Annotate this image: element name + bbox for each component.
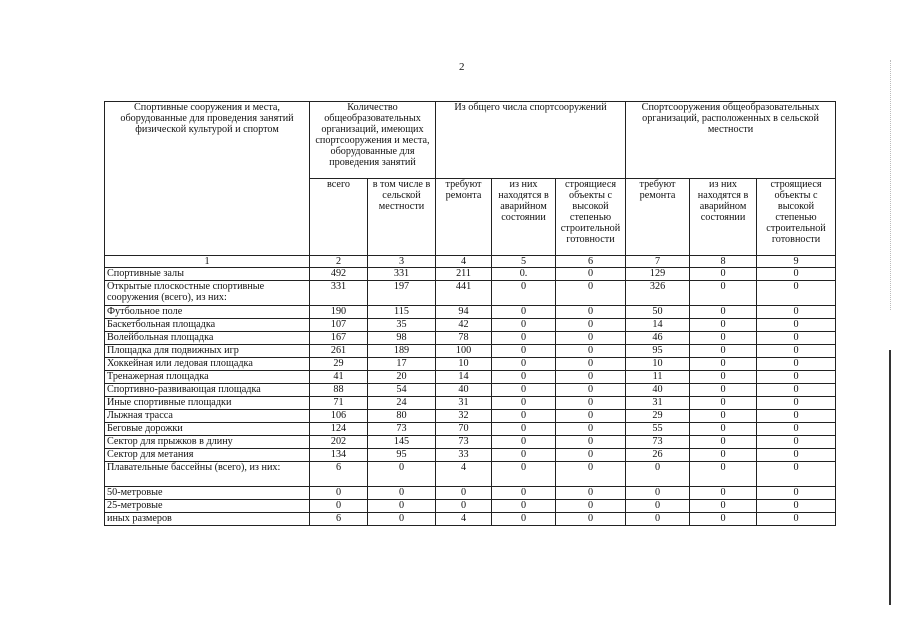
row-value: 0	[492, 332, 556, 345]
row-value: 6	[310, 462, 368, 487]
table-row	[105, 268, 836, 281]
row-value: 0	[757, 332, 836, 345]
row-value: 0	[492, 306, 556, 319]
row-value: 4	[436, 462, 492, 487]
row-value: 0	[492, 423, 556, 436]
row-value: 0	[757, 410, 836, 423]
row-value: 20	[368, 371, 436, 384]
row-label: Тренажерная площадка	[105, 371, 310, 384]
table-row	[105, 436, 836, 449]
row-value: 261	[310, 345, 368, 358]
row-value: 0	[690, 410, 757, 423]
table-row	[105, 306, 836, 319]
row-value: 0	[757, 345, 836, 358]
row-value: 14	[436, 371, 492, 384]
row-value: 10	[626, 358, 690, 371]
header-sub: строящиеся объекты с высокой степенью строительной готовности	[757, 179, 836, 256]
row-value: 0	[626, 500, 690, 513]
table-row	[105, 487, 836, 500]
row-value: 124	[310, 423, 368, 436]
row-value: 0	[556, 345, 626, 358]
row-value: 0	[690, 397, 757, 410]
row-value: 0	[757, 436, 836, 449]
header-facility-name: Спортивные сооружения и места, оборудованные для проведения занятий физической культурой и спортом	[105, 102, 310, 256]
row-value: 129	[626, 268, 690, 281]
table-row	[105, 462, 836, 487]
row-value: 167	[310, 332, 368, 345]
row-value: 189	[368, 345, 436, 358]
row-value: 29	[310, 358, 368, 371]
row-value: 331	[368, 268, 436, 281]
row-value: 0	[757, 423, 836, 436]
row-value: 0	[690, 306, 757, 319]
row-value: 46	[626, 332, 690, 345]
row-value: 80	[368, 410, 436, 423]
row-value: 0	[492, 449, 556, 462]
row-value: 0	[757, 268, 836, 281]
row-value: 0	[757, 449, 836, 462]
row-value: 0	[556, 332, 626, 345]
row-value: 190	[310, 306, 368, 319]
row-value: 0	[757, 513, 836, 526]
row-label: 25-метровые	[105, 500, 310, 513]
row-label: Спортивно-развивающая площадка	[105, 384, 310, 397]
page-number: 2	[459, 61, 465, 73]
row-value: 0	[556, 423, 626, 436]
row-label: Сектор для метания	[105, 449, 310, 462]
row-value: 0	[690, 436, 757, 449]
row-value: 0	[556, 281, 626, 306]
column-number: 5	[492, 256, 556, 268]
row-value: 0	[690, 487, 757, 500]
row-value: 0	[556, 384, 626, 397]
row-label: Беговые дорожки	[105, 423, 310, 436]
column-number: 4	[436, 256, 492, 268]
row-value: 54	[368, 384, 436, 397]
table-row	[105, 513, 836, 526]
row-value: 0	[556, 500, 626, 513]
row-value: 73	[368, 423, 436, 436]
header-sub: требуют ремонта	[626, 179, 690, 256]
table-row	[105, 410, 836, 423]
row-value: 0	[492, 513, 556, 526]
row-value: 0	[492, 487, 556, 500]
column-number: 8	[690, 256, 757, 268]
table-row	[105, 371, 836, 384]
row-value: 42	[436, 319, 492, 332]
row-value: 55	[626, 423, 690, 436]
row-label: 50-метровые	[105, 487, 310, 500]
row-value: 41	[310, 371, 368, 384]
row-value: 73	[436, 436, 492, 449]
row-value: 0	[368, 513, 436, 526]
row-value: 0	[757, 384, 836, 397]
row-value: 0	[757, 281, 836, 306]
row-value: 0	[556, 487, 626, 500]
row-value: 0	[690, 319, 757, 332]
row-value: 14	[626, 319, 690, 332]
row-value: 0	[492, 436, 556, 449]
row-value: 331	[310, 281, 368, 306]
header-sub: требуют ремонта	[436, 179, 492, 256]
header-rural-group: Спортсооружения общеобразовательных организаций, расположенных в сельской местности	[626, 102, 836, 179]
row-label: Плавательные бассейны (всего), из них:	[105, 462, 310, 487]
row-value: 0	[757, 462, 836, 487]
row-value: 202	[310, 436, 368, 449]
row-value: 73	[626, 436, 690, 449]
row-value: 134	[310, 449, 368, 462]
header-count-group: Количество общеобразовательных организаций, имеющих спортсооружения и места, оборудованные для проведения занятий	[310, 102, 436, 179]
row-value: 107	[310, 319, 368, 332]
row-value: 0	[492, 345, 556, 358]
table-row	[105, 384, 836, 397]
row-value: 0	[556, 462, 626, 487]
row-value: 0	[492, 397, 556, 410]
row-value: 0	[556, 358, 626, 371]
row-value: 0	[757, 319, 836, 332]
table-row	[105, 358, 836, 371]
row-value: 106	[310, 410, 368, 423]
row-value: 10	[436, 358, 492, 371]
table-row	[105, 281, 836, 306]
row-value: 31	[436, 397, 492, 410]
row-value: 0	[556, 397, 626, 410]
row-label: Лыжная трасса	[105, 410, 310, 423]
row-label: Площадка для подвижных игр	[105, 345, 310, 358]
row-value: 0	[368, 500, 436, 513]
row-value: 70	[436, 423, 492, 436]
row-value: 0	[690, 268, 757, 281]
row-value: 0	[757, 306, 836, 319]
header-sub: в том числе в сельской местности	[368, 179, 436, 256]
table-row	[105, 332, 836, 345]
column-number: 1	[105, 256, 310, 268]
column-number: 7	[626, 256, 690, 268]
scan-edge-line	[889, 350, 891, 605]
row-value: 0	[690, 500, 757, 513]
row-value: 6	[310, 513, 368, 526]
row-value: 211	[436, 268, 492, 281]
row-value: 0	[690, 513, 757, 526]
column-number: 2	[310, 256, 368, 268]
row-value: 50	[626, 306, 690, 319]
row-value: 0	[492, 281, 556, 306]
row-label: Волейбольная площадка	[105, 332, 310, 345]
row-value: 0	[492, 319, 556, 332]
row-label: Спортивные залы	[105, 268, 310, 281]
row-label: Открытые плоскостные спортивные сооружения (всего), из них:	[105, 281, 310, 306]
row-value: 0	[690, 462, 757, 487]
row-value: 0	[492, 384, 556, 397]
row-label: Футбольное поле	[105, 306, 310, 319]
scan-edge-dots	[889, 60, 891, 310]
row-value: 0	[690, 358, 757, 371]
row-value: 100	[436, 345, 492, 358]
row-value: 0	[556, 319, 626, 332]
row-value: 0	[492, 358, 556, 371]
row-value: 0	[690, 281, 757, 306]
row-value: 0	[310, 487, 368, 500]
row-value: 0	[492, 371, 556, 384]
row-value: 0	[757, 371, 836, 384]
row-value: 94	[436, 306, 492, 319]
row-value: 11	[626, 371, 690, 384]
row-label: Иные спортивные площадки	[105, 397, 310, 410]
row-label: Баскетбольная площадка	[105, 319, 310, 332]
row-value: 0	[757, 487, 836, 500]
row-label: иных размеров	[105, 513, 310, 526]
row-value: 35	[368, 319, 436, 332]
row-value: 4	[436, 513, 492, 526]
row-value: 492	[310, 268, 368, 281]
table-body	[105, 268, 836, 526]
row-value: 0	[492, 462, 556, 487]
row-value: 33	[436, 449, 492, 462]
row-value: 0	[436, 500, 492, 513]
row-value: 0	[757, 358, 836, 371]
row-value: 0	[626, 513, 690, 526]
row-value: 145	[368, 436, 436, 449]
row-value: 78	[436, 332, 492, 345]
row-value: 17	[368, 358, 436, 371]
table-row	[105, 500, 836, 513]
column-number: 6	[556, 256, 626, 268]
row-value: 0.	[492, 268, 556, 281]
row-value: 0	[492, 500, 556, 513]
table-row	[105, 449, 836, 462]
row-value: 0	[310, 500, 368, 513]
row-value: 0	[626, 487, 690, 500]
row-value: 71	[310, 397, 368, 410]
row-value: 26	[626, 449, 690, 462]
sports-facilities-table	[104, 101, 836, 526]
row-value: 0	[556, 436, 626, 449]
row-value: 0	[757, 397, 836, 410]
row-label: Хоккейная или ледовая площадка	[105, 358, 310, 371]
row-label: Сектор для прыжков в длину	[105, 436, 310, 449]
row-value: 24	[368, 397, 436, 410]
row-value: 31	[626, 397, 690, 410]
row-value: 98	[368, 332, 436, 345]
row-value: 29	[626, 410, 690, 423]
row-value: 0	[556, 306, 626, 319]
row-value: 0	[556, 371, 626, 384]
row-value: 0	[556, 268, 626, 281]
row-value: 95	[368, 449, 436, 462]
row-value: 0	[556, 449, 626, 462]
header-sub: строящиеся объекты с высокой степенью строительной готовности	[556, 179, 626, 256]
row-value: 0	[626, 462, 690, 487]
table-row	[105, 319, 836, 332]
row-value: 0	[757, 500, 836, 513]
row-value: 0	[556, 410, 626, 423]
row-value: 40	[436, 384, 492, 397]
row-value: 0	[368, 462, 436, 487]
table-row	[105, 345, 836, 358]
row-value: 95	[626, 345, 690, 358]
header-total-group: Из общего числа спортсооружений	[436, 102, 626, 179]
table-row	[105, 423, 836, 436]
row-value: 441	[436, 281, 492, 306]
header-sub: из них находятся в аварийном состоянии	[690, 179, 757, 256]
row-value: 0	[556, 513, 626, 526]
row-value: 0	[690, 423, 757, 436]
row-value: 0	[492, 410, 556, 423]
column-number: 9	[757, 256, 836, 268]
row-value: 0	[690, 384, 757, 397]
header-sub: всего	[310, 179, 368, 256]
row-value: 0	[690, 371, 757, 384]
row-value: 88	[310, 384, 368, 397]
row-value: 197	[368, 281, 436, 306]
row-value: 0	[690, 449, 757, 462]
row-value: 40	[626, 384, 690, 397]
column-number: 3	[368, 256, 436, 268]
row-value: 0	[690, 345, 757, 358]
header-sub: из них находятся в аварийном состоянии	[492, 179, 556, 256]
row-value: 115	[368, 306, 436, 319]
row-value: 0	[690, 332, 757, 345]
table-row	[105, 397, 836, 410]
row-value: 0	[368, 487, 436, 500]
row-value: 32	[436, 410, 492, 423]
row-value: 326	[626, 281, 690, 306]
row-value: 0	[436, 487, 492, 500]
